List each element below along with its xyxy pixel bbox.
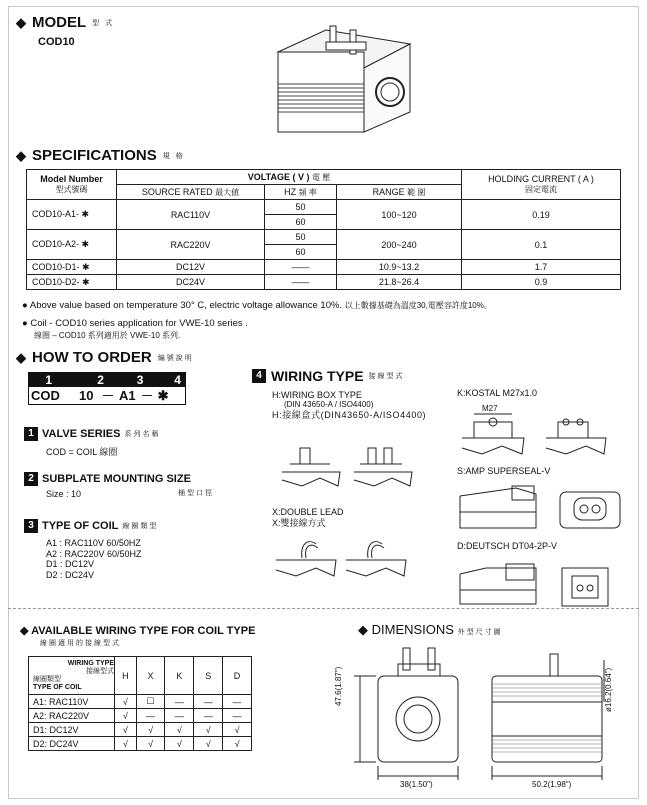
dims-drawing <box>340 640 630 790</box>
order-section-3: 3 TYPE OF COIL 線圈類型 <box>24 519 158 533</box>
order-section-2: 2 SUBPLATE MOUNTING SIZE <box>24 472 191 486</box>
avail-table: WIRING TYPE 接線型式 線圈類型 TYPE OF COIL H X K S D A1: RAC110V √ ☐ — — — A2: RAC220V √ — — — — D1: DC12V √ √ √ √ √ D2: DC24V √ √ √ √ √ <box>28 656 252 751</box>
table-row: D2: DC24V √ √ √ √ √ <box>29 737 252 751</box>
diamond-icon: ◆ <box>20 625 29 637</box>
spec-title: SPECIFICATIONS <box>32 147 157 164</box>
wiring-h-label: H:WIRING BOX TYPE (DIN 43650-A / ISO4400) H:接線盒式(DIN43650-A/ISO4400) <box>272 390 427 420</box>
spec-head-holding: HOLDING CURRENT ( A ) 固定電流 <box>462 170 621 200</box>
spec-note-2-cn: 線圈 – COD10 系列適用於 VWE-10 系列. <box>34 331 181 340</box>
diamond-icon: ◆ <box>358 622 368 637</box>
wiring-x-drawing <box>272 530 422 582</box>
table-row: A1: RAC110V √ ☐ — — — <box>29 695 252 709</box>
dims-heading: ◆ DIMENSIONS 外型尺寸圖 <box>358 622 503 637</box>
wiring-d-drawing <box>456 560 626 610</box>
order-title: HOW TO ORDER <box>32 349 152 366</box>
order-heading <box>16 349 194 366</box>
wiring-k-dim: M27 <box>482 404 498 413</box>
spec-head-voltage: VOLTAGE ( V ) 電 壓 <box>117 170 462 185</box>
wiring-d-label: D:DEUTSCH DT04-2P-V <box>457 541 558 551</box>
diamond-icon: ◆ <box>16 349 26 365</box>
order-s3-list: A1 : RAC110V 60/50HZ A2 : RAC220V 60/50HZ D1 : DC12V D2 : DC24V <box>46 538 142 580</box>
spec-table: Model Number 型式號碼 VOLTAGE ( V ) 電 壓 HOLDING CURRENT ( A ) 固定電流 SOURCE RATED 最大値 HZ 頻 率 RANGE 範 圍 COD10-A1- ✱ RAC110V 50 100~120 0.19 60 COD10-A2- ✱ RAC220V 50 200~240 0.1 60 COD10-D1- ✱ DC12V —— 10.9~13.2 1.7 COD10-D2- ✱ DC24V —— 21.8~26.4 0.9 <box>26 169 621 290</box>
table-row: A2: RAC220V √ — — — — <box>29 709 252 723</box>
spec-head-range: RANGE 範 圍 <box>337 185 462 200</box>
order-code-box: 1 2 3 4 COD 10 A1 ✱ <box>28 372 186 405</box>
section-divider <box>8 608 639 609</box>
spec-note-1: ● Above value based on temperature 30° C, electric voltage allowance 10%. 以上數據基礎為溫度30,電壓容許度10%。 <box>22 300 492 311</box>
wiring-h-drawing <box>280 442 430 492</box>
spec-title-cn: 規 格 <box>162 152 185 160</box>
diamond-icon: ◆ <box>16 14 26 30</box>
order-s2-cn: 桶型口徑 <box>178 490 214 497</box>
spec-note-2: ● Coil - COD10 series application for VWE-10 series . <box>22 318 248 329</box>
wiring-k-drawing <box>456 412 626 460</box>
dims-dia-label: ø16.2(0.64") <box>604 667 613 712</box>
avail-title-cn: 線圈適用的接線型式 <box>40 640 121 647</box>
wiring-heading: 4 WIRING TYPE 接線型式 <box>252 368 405 384</box>
order-title-cn: 編號說明 <box>157 354 194 362</box>
wiring-s-drawing <box>456 484 626 534</box>
model-title: MODEL <box>32 14 87 31</box>
avail-corner: WIRING TYPE 接線型式 線圈類型 TYPE OF COIL <box>29 657 115 695</box>
table-row: D1: DC12V √ √ √ √ √ <box>29 723 252 737</box>
diamond-icon: ◆ <box>16 147 26 163</box>
model-code: COD10 <box>38 36 75 48</box>
spec-head-source: SOURCE RATED 最大値 <box>117 185 265 200</box>
order-s2-text: Size : 10 <box>46 489 82 499</box>
table-row: COD10-D1- ✱ DC12V —— 10.9~13.2 1.7 <box>27 260 621 275</box>
model-title-cn: 型 式 <box>92 19 115 27</box>
spec-head-hz: HZ 頻 率 <box>265 185 337 200</box>
coil-illustration <box>268 12 418 142</box>
spec-head-model: Model Number 型式號碼 <box>27 170 117 200</box>
order-s1-text: COD = COIL 線圈 <box>46 447 118 457</box>
wiring-s-label: S:AMP SUPERSEAL-V <box>457 466 551 476</box>
spec-heading <box>16 147 185 164</box>
avail-heading: ◆ AVAILABLE WIRING TYPE FOR COIL TYPE <box>20 625 256 637</box>
wiring-x-label: X:DOUBLE LEAD X:雙接線方式 <box>272 507 344 528</box>
wiring-k-label: K:KOSTAL M27x1.0 <box>457 388 538 398</box>
model-heading <box>16 14 114 31</box>
dims-width1-label: 38(1.50") <box>400 780 433 789</box>
table-row: COD10-A1- ✱ RAC110V 50 100~120 0.19 <box>27 200 621 215</box>
dims-width2-label: 50.2(1.98") <box>532 780 572 789</box>
order-section-1: 1 VALVE SERIES 系列名稱 <box>24 427 160 441</box>
table-row: COD10-D2- ✱ DC24V —— 21.8~26.4 0.9 <box>27 275 621 290</box>
dims-height-label: 47.6(1.87") <box>334 666 343 706</box>
table-row: COD10-A2- ✱ RAC220V 50 200~240 0.1 <box>27 230 621 245</box>
